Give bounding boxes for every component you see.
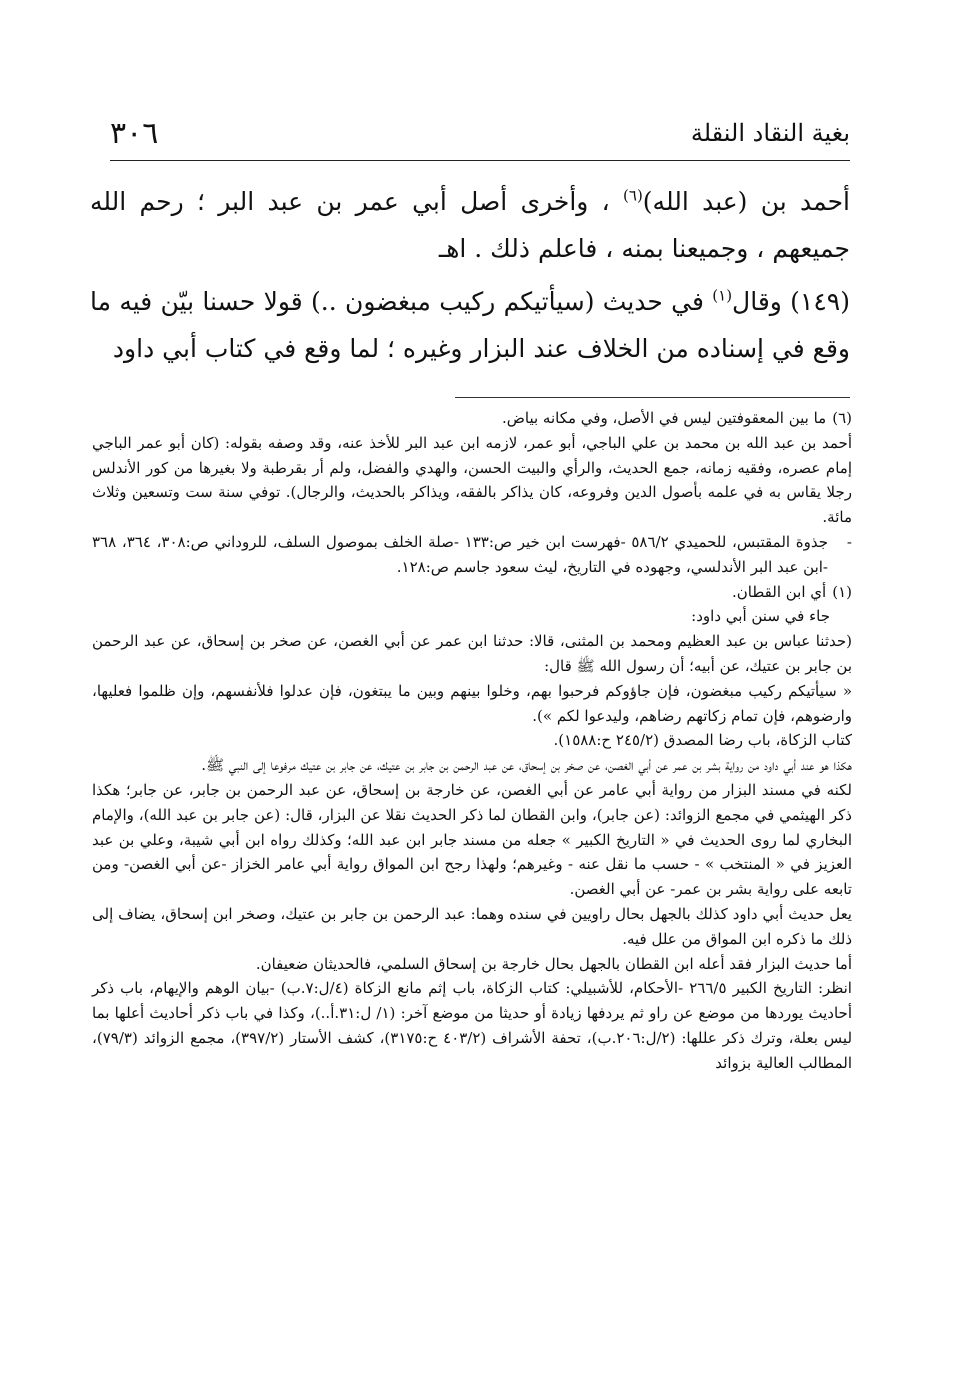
footnote-paragraph: هكذا هو عند أبي داود من رواية بشر بن عمر عن أبي الغصن، عن صخر بن إسحاق، عن عبد الرحمن بن جابر بن عتيك، عن جابر بن عتيك مرفوعا إلى النبي ﷺ. bbox=[201, 756, 852, 775]
running-title: بغية النقاد النقلة bbox=[690, 119, 850, 147]
footnotes bbox=[92, 406, 852, 1076]
footnote-number: (٦) bbox=[832, 409, 852, 427]
footnote-paragraph: « سيأتيكم ركيب مبغضون، فإن جاؤوكم فرحبوا بهم، وخلوا بينهم وبين ما يبتغون، فإن عدلوا فلأنفسهم، وإن ظلموا فعليها، وارضوهم، فإن تمام زكاتهم رضاهم، وليدعوا لكم »). bbox=[92, 681, 852, 725]
header-rule bbox=[110, 160, 850, 161]
footnote-text: أي ابن القطان. bbox=[732, 582, 827, 601]
footnote-paragraph: (حدثنا عباس بن عبد العظيم ومحمد بن المثنى، قالا: حدثنا ابن عمر عن أبي الغصن، عن صخر بن إسحاق، عن عبد الرحمن بن جابر بن عتيك، عن أبيه؛ أن رسول الله ﷺ قال: bbox=[92, 632, 852, 675]
footnote-separator bbox=[455, 397, 850, 398]
footnote-paragraph: أحمد بن عبد الله بن محمد بن علي الباجي، أبو عمر، لازمه ابن عبد البر للأخذ عنه، وقد وصفه بقوله: (كان أبو عمر الباجي إمام عصره، وفقيه زمانه، جمع الحديث، والرأي والبيت الحسن، والهدي والفضل، ولم أر بقرطبة ولا بغيرها من كور الأندلس رجلا يقاس به في علمه بأصول الدين وفروعه، كان يذاكر بالفقه، ويذاكر بالحديث، والرجال). توفي سنة ست وتسعين وثلاث مائة. bbox=[92, 433, 852, 527]
main-text-segment: في حديث (سيأتيكم ركيب مبغضون ..) قولا حسنا بيّن فيه ما وقع في إسناده من الخلاف عند البزار وغيره ؛ لما وقع في كتاب أبي داود bbox=[90, 287, 850, 363]
footnote bbox=[92, 406, 852, 431]
list-dash: - bbox=[846, 532, 852, 551]
footnote-paragraph: لكنه في مسند البزار من رواية أبي عامر عن أبي الغصن، عن خارجة بن إسحاق، عن عبد الرحمن بن جابر، عن جابر؛ هكذا ذكر الهيثمي في مجمع الزوائد: (عن جابر)، وابن القطان لما ذكر الحديث نقلا عن البزار، قال: (عن جابر بن عبد الله)، والإمام البخاري لما روى الحديث في « التاريخ الكبير » جعله من مسند جابر ابن عبد الله؛ وكذلك رواه ابن أبي شيبة، وعلي بن عبد العزيز في « المنتخب » - حسب ما نقل عنه - وغيرهم؛ ولهذا رجح ابن المواق رواية أبي عامر الخزاز -عن أبي الغصن- ومن تابعه على رواية بشر بن عمر- عن أبي الغصن. bbox=[92, 780, 852, 899]
footnote-marker: (١) bbox=[712, 286, 733, 305]
page-number: ٣٠٦ bbox=[110, 115, 159, 151]
footnote-text: جذوة المقتبس، للحميدي ٥٨٦/٢ -فهرست ابن خير ص:١٣٣ -صلة الخلف بموصول السلف، للروداني ص:٣٠٨، ٣٦٤، ٣٦٨ -ابن عبد البر الأندلسي، وجهوده في التاريخ، ليث سعود جاسم ص:١٢٨. bbox=[92, 532, 828, 576]
main-text-segment: (١٤٩) وقال bbox=[732, 287, 850, 316]
main-text bbox=[90, 178, 850, 372]
footnote-paragraph: انظر: التاريخ الكبير ٢٦٦/٥ -الأحكام، للأشبيلي: كتاب الزكاة، باب إثم مانع الزكاة (٤/ل:٧.ب) -بيان الوهم والإيهام، باب ذكر أحاديث يوردها من موضع عن راو ثم يردفها زيادة أو حديثا من موضع آخر: (١/ ل:٣١.أ..)، وكذا في باب ذكر أحاديث أعلها بما ليس بعلة، وترك ذكر عللها: (٢/ل:٢٠٦.ب)، تحفة الأشراف (٤٠٣/٢ ح:٣١٧٥)، كشف الأستار (٣٩٧/٢)، مجمع الزوائد (٧٩/٣)، المطالب العالية بزوائد bbox=[92, 979, 853, 1072]
main-text-segment: ، وأخرى أصل أبي عمر بن عبد البر ؛ رحم الله جميعهم ، وجميعنا بمنه ، فاعلم ذلك . اهـ bbox=[90, 187, 850, 263]
footnote-marker: (٦) bbox=[623, 186, 643, 205]
footnote bbox=[92, 580, 852, 605]
main-text-segment: أحمد بن (عبد الله) bbox=[642, 187, 850, 216]
footnote-number: (١) bbox=[832, 582, 852, 601]
footnote-paragraph: أما حديث البزار فقد أعله ابن القطان بالجهل بحال خارجة بن إسحاق السلمي، فالحديثان ضعيفان. bbox=[255, 954, 852, 973]
footnote-paragraph bbox=[92, 530, 852, 580]
footnote-paragraph: كتاب الزكاة، باب رضا المصدق (٢٤٥/٢ ح:١٥٨٨). bbox=[553, 731, 852, 750]
footnote-paragraph: يعل حديث أبي داود كذلك بالجهل بحال راويين في سنده وهما: عبد الرحمن بن جابر بن عتيك، وصخر ابن إسحاق، يضاف إلى ذلك ما ذكره ابن المواق من علل فيه. bbox=[92, 904, 852, 948]
main-paragraph bbox=[90, 178, 850, 272]
main-paragraph bbox=[90, 278, 850, 372]
page-header bbox=[110, 108, 850, 158]
footnote-paragraph: جاء في سنن أبي داود: bbox=[691, 607, 830, 626]
footnote-text: ما بين المعقوفتين ليس في الأصل، وفي مكانه بياض. bbox=[501, 409, 827, 427]
